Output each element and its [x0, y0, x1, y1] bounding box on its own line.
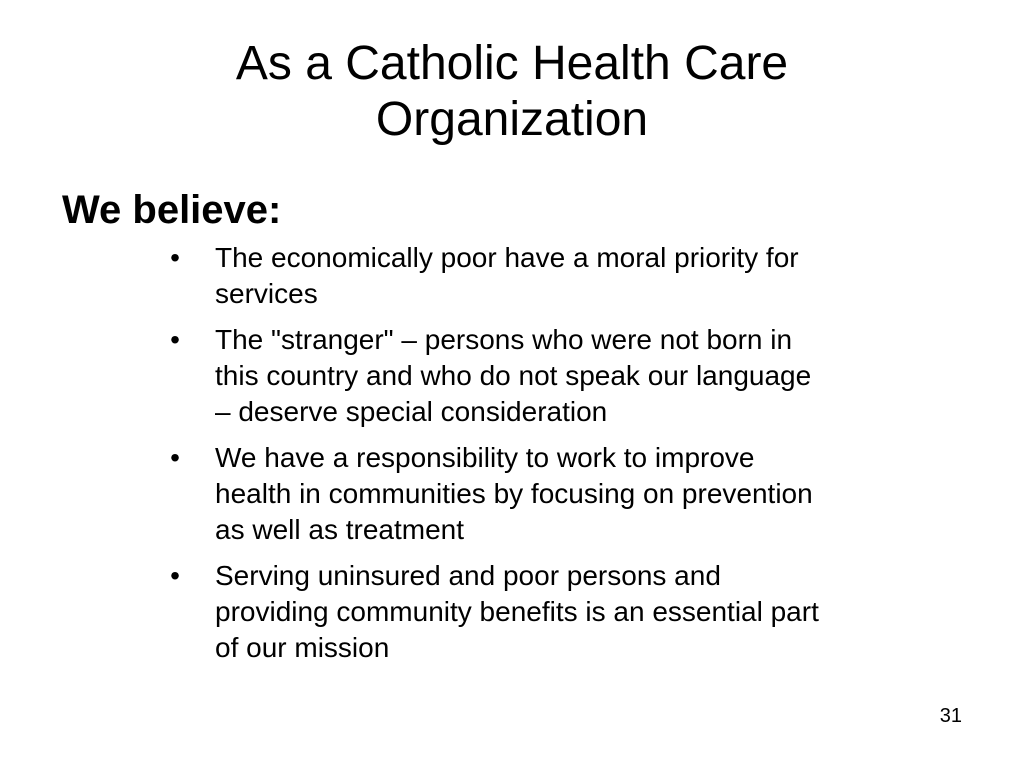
bullet-line: The "stranger" – persons who were not born in [215, 324, 793, 355]
bullet-line: health in communities by focusing on prevention [215, 478, 813, 509]
bullet-item [165, 558, 965, 666]
bullet-line: Serving uninsured and poor persons and [215, 560, 721, 591]
bullet-item [165, 440, 965, 548]
bullet-dot-icon: • [170, 442, 180, 473]
bullet-line: this country and who do not speak our language [215, 360, 812, 391]
title-line-2: Organization [375, 93, 649, 146]
bullet-line: providing community benefits is an essential part [215, 596, 819, 627]
bullet-dot-icon: • [170, 242, 180, 273]
bullet-line: The economically poor have a moral priority for [215, 242, 799, 273]
bullet-item [165, 322, 965, 430]
bullet-dot-icon: • [170, 560, 180, 591]
bullet-line: of our mission [215, 632, 390, 663]
bullet-line: – deserve special consideration [215, 396, 608, 427]
title-line-1: As a Catholic Health Care [235, 37, 789, 90]
slide-title [112, 36, 912, 148]
bullet-list [165, 240, 965, 676]
bullet-item [165, 240, 965, 312]
section-heading: We believe: [62, 188, 282, 232]
bullet-line: We have a responsibility to work to improve [215, 442, 755, 473]
bullet-dot-icon: • [170, 324, 180, 355]
bullet-line: services [215, 278, 318, 309]
page-number: 31 [939, 705, 962, 727]
bullet-line: as well as treatment [215, 514, 464, 545]
